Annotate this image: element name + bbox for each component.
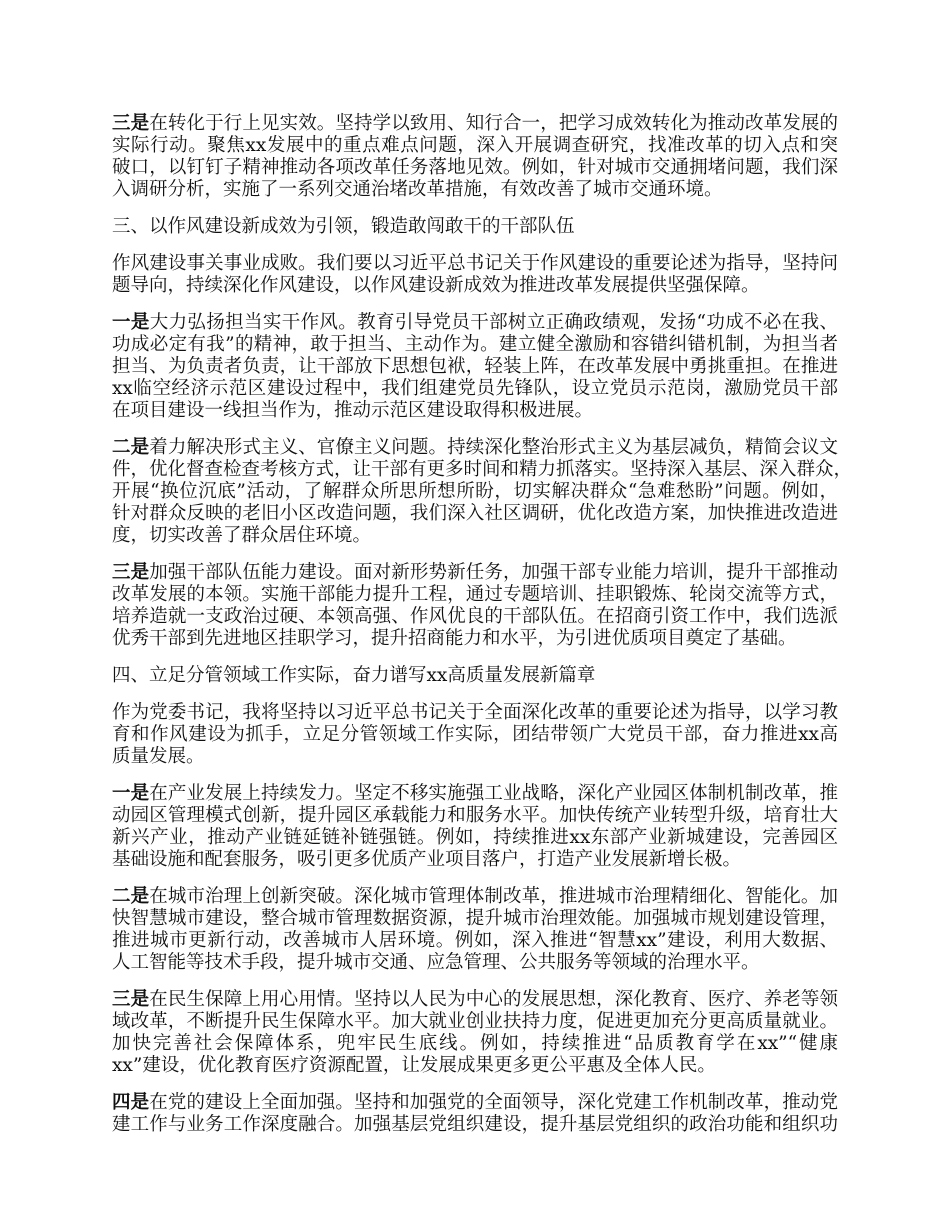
line-text: 推进城市更新行动，改善城市人居环境。例如，深入推进“智慧xx”建设，利用大数据、 <box>112 930 838 951</box>
line-text: 培养造就一支政治过硬、本领高强、作风优良的干部队伍。在招商引资工作中，我们选派 <box>112 606 838 627</box>
line-text: 育和作风建设为抓手，立足分管领域工作实际，团结带领广大党员干部，奋力推进xx高 <box>112 724 838 745</box>
paragraph <box>112 1092 838 1136</box>
line-text: 针对群众反映的老旧小区改造问题，我们深入社区调研，优化改造方案，加快推进改造进 <box>112 503 838 524</box>
text-line <box>112 437 838 459</box>
line-text: xx临空经济示范区建设过程中，我们组建党员先锋队，设立党员示范岗，激励党员干部 <box>112 378 838 399</box>
line-text: 入调研分析，实施了一系列交通治堵改革措施，有效改善了城市交通环境。 <box>112 179 723 200</box>
text-line <box>112 702 838 724</box>
text-line <box>112 562 838 584</box>
section-heading <box>112 216 838 238</box>
line-text: 件，优化督查检查考核方式，让干部有更多时间和精力抓落实。坚持深入基层、深入群众， <box>112 459 853 480</box>
text-line <box>112 525 838 547</box>
line-text: 建工作与业务工作深度融合。加强基层党组织建设，提升基层党组织的政治功能和组织功 <box>112 1114 838 1135</box>
paragraph <box>112 312 838 422</box>
text-line <box>112 1055 838 1077</box>
paragraph <box>112 702 838 768</box>
line-text: 题导向，持续深化作风建设，以作风建设新成效为推进改革发展提供坚强保障。 <box>112 275 760 296</box>
text-line <box>112 827 838 849</box>
line-text: 四、立足分管领域工作实际，奋力谱写xx高质量发展新篇章 <box>112 665 596 686</box>
paragraph-lead: 二是 <box>112 886 150 907</box>
paragraph-lead: 四是 <box>112 1092 150 1113</box>
line-text: xx”建设，优化教育医疗资源配置，让发展成果更多更公平惠及全体人民。 <box>112 1055 716 1076</box>
line-text: 改革发展的本领。实施干部能力提升工程，通过专题培训、挂职锻炼、轮岗交流等方式， <box>112 584 838 605</box>
line-text: 加快完善社会保障体系，兜牢民生底线。例如，持续推进“品质教育学在xx”“健康 <box>112 1033 838 1054</box>
paragraph-lead: 一是 <box>112 783 150 804</box>
line-text: 大力弘扬担当实干作风。教育引导党员干部树立正确政绩观，发扬“功成不必在我、 <box>149 312 838 333</box>
line-text: 在民生保障上用心用情。坚持以人民为中心的发展思想，深化教育、医疗、养老等领 <box>149 989 838 1010</box>
paragraph-lead: 二是 <box>112 437 150 458</box>
line-text: 三、以作风建设新成效为引领，锻造敢闯敢干的干部队伍 <box>112 216 575 237</box>
paragraph <box>112 113 838 201</box>
text-line <box>112 724 838 746</box>
text-line <box>112 378 838 400</box>
text-line <box>112 459 853 481</box>
line-text: 作为党委书记，我将坚持以习近平总书记关于全面深化改革的重要论述为指导，以学习教 <box>112 702 838 723</box>
line-text: 破口，以钉钉子精神推动各项改革任务落地见效。例如，针对城市交通拥堵问题，我们深 <box>112 157 838 178</box>
text-line <box>112 400 838 422</box>
line-text: 度，切实改善了群众居住环境。 <box>112 525 372 546</box>
text-line <box>112 849 838 871</box>
line-text: 作风建设事关事业成败。我们要以习近平总书记关于作风建设的重要论述为指导，坚持问 <box>112 253 838 274</box>
paragraph-lead: 三是 <box>112 989 150 1010</box>
line-text: 优秀干部到先进地区挂职学习，提升招商能力和水平，为引进优质项目奠定了基础。 <box>112 628 797 649</box>
line-text: 新兴产业，推动产业链延链补链强链。例如，持续推进xx东部产业新城建设，完善园区 <box>112 827 838 848</box>
paragraph <box>112 783 838 871</box>
paragraph-lead: 三是 <box>112 562 150 583</box>
line-text: 着力解决形式主义、官僚主义问题。持续深化整治形式主义为基层减负，精简会议文 <box>149 437 838 458</box>
text-line <box>112 1011 838 1033</box>
text-line <box>112 1092 838 1114</box>
text-line <box>112 805 838 827</box>
text-line <box>112 275 838 297</box>
paragraph <box>112 886 838 974</box>
line-text: 在产业发展上持续发力。坚定不移实施强工业战略，深化产业园区体制机制改革，推 <box>149 783 838 804</box>
line-text: 实际行动。聚焦xx发展中的重点难点问题，深入开展调查研究，找准改革的切入点和突 <box>112 135 838 156</box>
text-line <box>112 606 838 628</box>
text-line <box>112 135 838 157</box>
line-text: 在转化于行上见实效。坚持学以致用、知行合一，把学习成效转化为推动改革发展的 <box>149 113 838 134</box>
text-line <box>112 481 838 503</box>
text-line <box>112 989 838 1011</box>
paragraph-lead: 三是 <box>112 113 150 134</box>
line-text: 担当、为负责者负责，让干部放下思想包袱，轻装上阵，在改革发展中勇挑重担。在推进 <box>112 356 838 377</box>
text-line <box>112 157 838 179</box>
text-line <box>112 356 838 378</box>
text-line <box>112 503 838 525</box>
text-line <box>112 908 838 930</box>
section-heading <box>112 665 838 687</box>
line-text: 快智慧城市建设，整合城市管理数据资源，提升城市治理效能。加强城市规划建设管理， <box>112 908 838 929</box>
line-text: 开展“换位沉底”活动，了解群众所思所想所盼，切实解决群众“急难愁盼”问题。例如， <box>112 481 838 502</box>
line-text: 动园区管理模式创新，提升园区承载能力和服务水平。加快传统产业转型升级，培育壮大 <box>112 805 838 826</box>
line-text: 域改革，不断提升民生保障水平。加大就业创业扶持力度，促进更加充分更高质量就业。 <box>112 1011 838 1032</box>
line-text: 基础设施和配套服务，吸引更多优质产业项目落户，打造产业发展新增长极。 <box>112 849 742 870</box>
text-line <box>112 216 838 238</box>
text-line <box>112 783 838 805</box>
document-page <box>112 113 853 1151</box>
text-line <box>112 1033 838 1055</box>
text-line <box>112 746 838 768</box>
line-text: 在城市治理上创新突破。深化城市管理体制改革，推进城市治理精细化、智能化。加 <box>149 886 838 907</box>
paragraph <box>112 562 838 650</box>
text-line <box>112 628 838 650</box>
line-text: 功成必定有我”的精神，敢于担当、主动作为。建立健全激励和容错纠错机制，为担当者 <box>112 334 838 355</box>
line-text: 加强干部队伍能力建设。面对新形势新任务，加强干部专业能力培训，提升干部推动 <box>149 562 838 583</box>
text-line <box>112 886 838 908</box>
text-line <box>112 312 838 334</box>
line-text: 在项目建设一线担当作为，推动示范区建设取得积极进展。 <box>112 400 594 421</box>
text-line <box>112 584 838 606</box>
text-line <box>112 113 838 135</box>
text-line <box>112 952 838 974</box>
paragraph <box>112 437 853 547</box>
text-line <box>112 179 838 201</box>
paragraph <box>112 989 838 1077</box>
text-line <box>112 665 838 687</box>
line-text: 质量发展。 <box>112 746 205 767</box>
text-line <box>112 253 838 275</box>
text-line <box>112 1114 838 1136</box>
line-text: 人工智能等技术手段，提升城市交通、应急管理、公共服务等领域的治理水平。 <box>112 952 760 973</box>
paragraph-lead: 一是 <box>112 312 150 333</box>
text-line <box>112 334 838 356</box>
paragraph <box>112 253 838 297</box>
text-line <box>112 930 838 952</box>
line-text: 在党的建设上全面加强。坚持和加强党的全面领导，深化党建工作机制改革，推动党 <box>149 1092 838 1113</box>
